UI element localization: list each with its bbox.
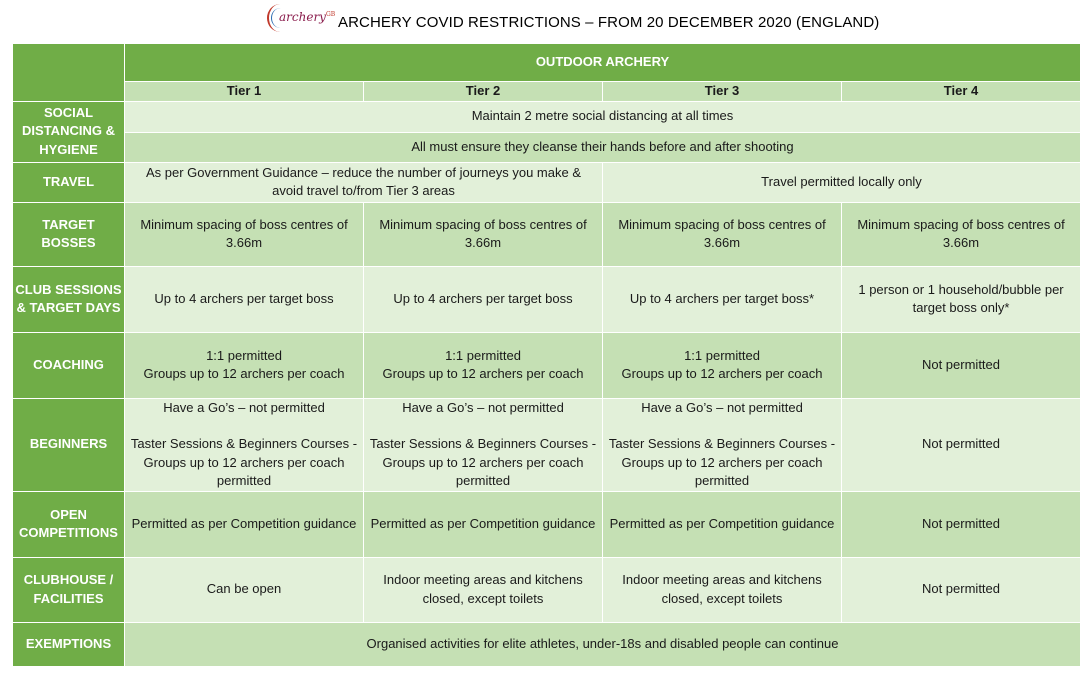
competitions-tier3-cell: Permitted as per Competition guidance bbox=[603, 491, 842, 557]
section-header-row bbox=[13, 44, 1080, 82]
travel-tier12-cell: As per Government Guidance – reduce the number of journeys you make & avoid travel to/from Tier 3 areas bbox=[125, 162, 603, 202]
beginners-tier4-cell: Not permitted bbox=[842, 398, 1080, 491]
tier-header-row bbox=[13, 82, 1080, 102]
page-header bbox=[0, 0, 1080, 42]
bosses-tier1-cell: Minimum spacing of boss centres of 3.66m bbox=[125, 202, 364, 266]
coaching-row bbox=[13, 332, 1080, 398]
clubhouse-row bbox=[13, 557, 1080, 622]
coaching-tier3-cell: 1:1 permitted Groups up to 12 archers per coach bbox=[603, 332, 842, 398]
sessions-tier1-cell: Up to 4 archers per target boss bbox=[125, 266, 364, 332]
tier-2-header: Tier 2 bbox=[364, 82, 603, 102]
beginners-label: BEGINNERS bbox=[13, 398, 125, 491]
social-row-1 bbox=[13, 101, 1080, 132]
archery-gb-logo bbox=[265, 2, 335, 36]
hygiene-cell: All must ensure they cleanse their hands before and after shooting bbox=[125, 132, 1080, 162]
exemptions-row bbox=[13, 622, 1080, 666]
beginners-row bbox=[13, 398, 1080, 491]
clubhouse-tier4-cell: Not permitted bbox=[842, 557, 1080, 622]
tier-3-header: Tier 3 bbox=[603, 82, 842, 102]
sessions-tier3-cell: Up to 4 archers per target boss* bbox=[603, 266, 842, 332]
tier-4-header: Tier 4 bbox=[842, 82, 1080, 102]
travel-row bbox=[13, 162, 1080, 202]
social-label: SOCIAL DISTANCING & HYGIENE bbox=[13, 101, 125, 162]
bosses-tier3-cell: Minimum spacing of boss centres of 3.66m bbox=[603, 202, 842, 266]
bosses-tier2-cell: Minimum spacing of boss centres of 3.66m bbox=[364, 202, 603, 266]
competitions-tier1-cell: Permitted as per Competition guidance bbox=[125, 491, 364, 557]
social-distancing-cell: Maintain 2 metre social distancing at all times bbox=[125, 101, 1080, 132]
coaching-tier4-cell: Not permitted bbox=[842, 332, 1080, 398]
beginners-tier2-cell: Have a Go’s – not permitted Taster Sessions & Beginners Courses - Groups up to 12 archers per coach permitted bbox=[364, 398, 603, 491]
competitions-tier4-cell: Not permitted bbox=[842, 491, 1080, 557]
bosses-tier4-cell: Minimum spacing of boss centres of 3.66m bbox=[842, 202, 1080, 266]
logo-text: archery$^{GB}$ bbox=[279, 10, 336, 24]
bosses-label: TARGET BOSSES bbox=[13, 202, 125, 266]
clubhouse-tier3-cell: Indoor meeting areas and kitchens closed, except toilets bbox=[603, 557, 842, 622]
section-title: OUTDOOR ARCHERY bbox=[125, 44, 1080, 82]
restrictions-table bbox=[12, 43, 1080, 667]
clubhouse-tier2-cell: Indoor meeting areas and kitchens closed, except toilets bbox=[364, 557, 603, 622]
sessions-label: CLUB SESSIONS & TARGET DAYS bbox=[13, 266, 125, 332]
competitions-tier2-cell: Permitted as per Competition guidance bbox=[364, 491, 603, 557]
competitions-row bbox=[13, 491, 1080, 557]
clubhouse-label: CLUBHOUSE / FACILITIES bbox=[13, 557, 125, 622]
sessions-row bbox=[13, 266, 1080, 332]
bosses-row bbox=[13, 202, 1080, 266]
social-row-2 bbox=[13, 132, 1080, 162]
exemptions-label: EXEMPTIONS bbox=[13, 622, 125, 666]
coaching-tier2-cell: 1:1 permitted Groups up to 12 archers per coach bbox=[364, 332, 603, 398]
coaching-tier1-cell: 1:1 permitted Groups up to 12 archers per coach bbox=[125, 332, 364, 398]
sessions-tier4-cell: 1 person or 1 household/bubble per target boss only* bbox=[842, 266, 1080, 332]
tier-1-header: Tier 1 bbox=[125, 82, 364, 102]
exemptions-cell: Organised activities for elite athletes, under-18s and disabled people can continue bbox=[125, 622, 1080, 666]
corner-cell bbox=[13, 44, 125, 102]
page-title: ARCHERY COVID RESTRICTIONS – FROM 20 DECEMBER 2020 (ENGLAND) bbox=[338, 14, 880, 31]
travel-tier34-cell: Travel permitted locally only bbox=[603, 162, 1080, 202]
coaching-label: COACHING bbox=[13, 332, 125, 398]
beginners-tier1-cell: Have a Go’s – not permitted Taster Sessions & Beginners Courses - Groups up to 12 archers per coach permitted bbox=[125, 398, 364, 491]
sessions-tier2-cell: Up to 4 archers per target boss bbox=[364, 266, 603, 332]
travel-label: TRAVEL bbox=[13, 162, 125, 202]
competitions-label: OPEN COMPETITIONS bbox=[13, 491, 125, 557]
beginners-tier3-cell: Have a Go’s – not permitted Taster Sessions & Beginners Courses - Groups up to 12 archers per coach permitted bbox=[603, 398, 842, 491]
clubhouse-tier1-cell: Can be open bbox=[125, 557, 364, 622]
